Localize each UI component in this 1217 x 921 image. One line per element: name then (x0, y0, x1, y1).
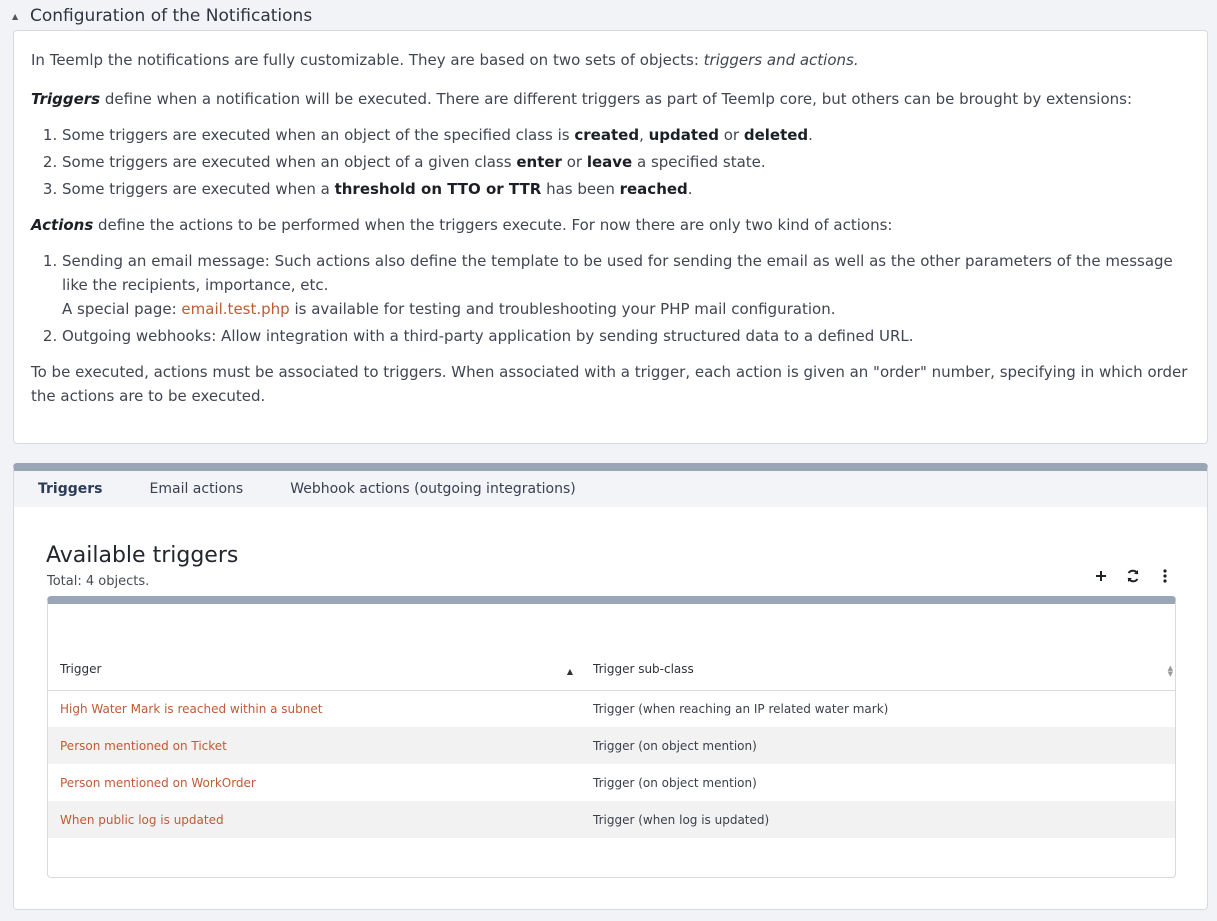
triggers-heading: Triggers (31, 90, 101, 108)
triggers-list (31, 123, 1190, 201)
list-item: 2. Some triggers are executed when an object of a given class enter or leave a specified state. (62, 150, 1190, 174)
actions-paragraph (31, 213, 1190, 237)
table-row[interactable] (48, 764, 1175, 801)
outro-paragraph: To be executed, actions must be associated to triggers. When associated with a trigger, each action is given an "order" number, specifying in which order the actions are to be executed. (31, 363, 1188, 405)
tab-webhook-actions[interactable]: Webhook actions (outgoing integrations) (290, 481, 576, 497)
triggers-table (47, 596, 1176, 878)
list-title: Available triggers (46, 543, 239, 568)
actions-text: define the actions to be performed when the triggers execute. For now there are only two kind of actions: (93, 216, 893, 234)
intro-emphasis: triggers and actions. (703, 51, 859, 69)
tab-email-actions[interactable]: Email actions (149, 481, 244, 497)
list-count: Total: 4 objects. (47, 574, 150, 589)
email-test-link[interactable]: email.test.php (181, 300, 290, 318)
column-header-subclass[interactable]: Trigger sub-class ▲ ▼ (581, 604, 1175, 690)
triggers-paragraph (31, 87, 1190, 111)
tab-bar (14, 471, 1207, 507)
tab-triggers[interactable]: Triggers (38, 481, 103, 497)
section-header[interactable] (12, 4, 312, 28)
column-header-trigger[interactable]: Trigger ▲ (48, 604, 581, 690)
collapse-caret-icon[interactable]: ▲ (12, 11, 19, 21)
list-item: 1. Sending an email message: Such actions also define the template to be used for sending the email as well as the other parameters of the message like the recipients, importance, etc. A special page: email.test.php is available for testing and troubleshooting your PHP mail configuration. (62, 249, 1190, 321)
sort-both-icon[interactable]: ▲ ▼ (1167, 663, 1173, 678)
section-title: Configuration of the Notifications (30, 6, 313, 26)
actions-heading: Actions (31, 216, 94, 234)
list-item: 1. Some triggers are executed when an object of the specified class is created, updated or deleted. (62, 123, 1190, 147)
triggers-tab-panel (13, 463, 1208, 910)
subclass-cell: Trigger (when reaching an IP related water mark) (581, 690, 1175, 727)
intro-paragraph (31, 48, 1190, 72)
more-vertical-icon[interactable] (1156, 567, 1174, 585)
trigger-link[interactable]: Person mentioned on WorkOrder (60, 775, 256, 790)
table-row[interactable] (48, 801, 1175, 838)
table-row[interactable] (48, 727, 1175, 764)
trigger-link[interactable]: Person mentioned on Ticket (60, 738, 227, 753)
notifications-info-box (13, 30, 1208, 444)
trigger-link[interactable]: High Water Mark is reached within a subnet (60, 701, 323, 716)
trigger-link[interactable]: When public log is updated (60, 812, 224, 827)
subclass-cell: Trigger (when log is updated) (581, 801, 1175, 838)
refresh-icon[interactable] (1124, 567, 1142, 585)
sort-asc-icon[interactable]: ▲ (566, 666, 573, 676)
plus-icon[interactable] (1092, 567, 1110, 585)
list-item: 2. Outgoing webhooks: Allow integration with a third-party application by sending structured data to a defined URL. (62, 324, 1190, 348)
actions-list (31, 249, 1190, 348)
triggers-text: define when a notification will be executed. There are different triggers as part of Teemlp core, but others can be brought by extensions: (100, 90, 1133, 108)
list-toolbar (1092, 567, 1174, 585)
intro-text: In Teemlp the notifications are fully customizable. They are based on two sets of objects: (31, 51, 704, 69)
table-row[interactable] (48, 690, 1175, 727)
subclass-cell: Trigger (on object mention) (581, 727, 1175, 764)
subclass-cell: Trigger (on object mention) (581, 764, 1175, 801)
list-item: 3. Some triggers are executed when a threshold on TTO or TTR has been reached. (62, 177, 1190, 201)
